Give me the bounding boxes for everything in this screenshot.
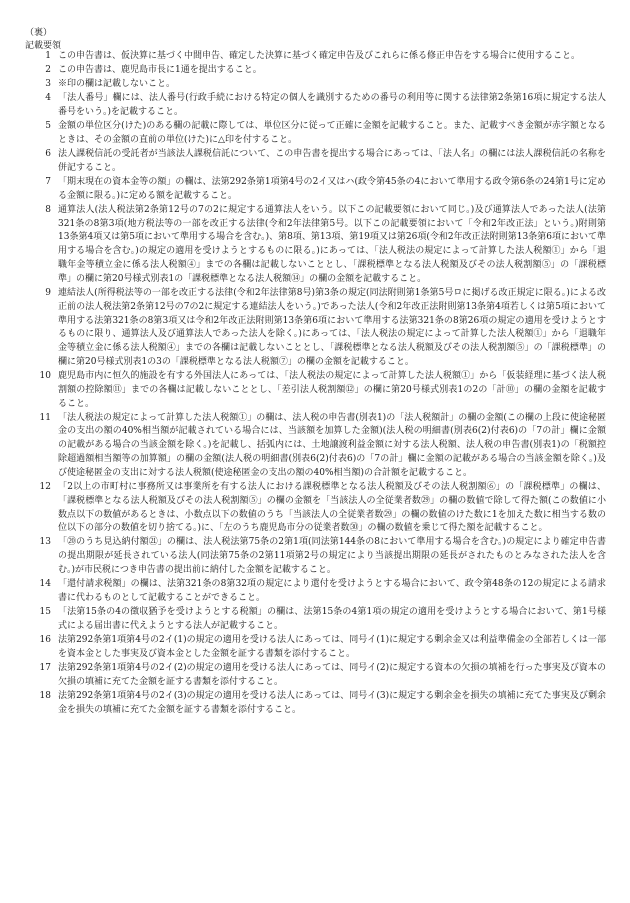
item-text: 金額の単位区分(けた)のある欄の記載に際しては、単位区分に従って正確に金額を記載すること。また、記載すべき金額が赤字額となるときは、その金額の直前の単位(けた)に△印を付すること。	[58, 121, 606, 145]
item-text: 連結法人(所得税法等の一部を改正する法律(令和2年法律第8号)第3条の規定(同法附則第1条第5号ロに掲げる改正規定に限る。)による改正前の法人税法第2条第12号の7の2に規定する連結法人をいう。)であった法人(令和2年改正法附則第13条第4項若しくは第5項において準用する法第321条の8第3項又は令和2年改正法附則第13条第6項において準用する法第321条の8第26項の規定の適用を受けようとするものに限り、通算法人及び通算法人であった法人を除く。)にあっては、「法人税法の規定によって計算した法人税額①」から「退職年金等積立金に係る法人税額④」までの各欄は記載しないこととし、「課税標準となる法人税額及びその法人税割額⑤」の「課税標準」の欄に第20号様式別表1の3の「課税標準となる法人税額⑦」の欄の金額を記載すること。	[58, 287, 606, 367]
instruction-item	[34, 64, 608, 78]
item-number: 1	[45, 51, 51, 61]
item-text: 「法人番号」欄には、法人番号(行政手続における特定の個人を識別するための番号の利用等に関する法律第2条第16項に規定する法人番号をいう。)を記載すること。	[58, 93, 606, 118]
item-number: 7	[45, 176, 51, 187]
item-number: 16	[39, 634, 51, 645]
item-number: 11	[39, 412, 51, 423]
item-number: 9	[45, 287, 51, 298]
item-text: 「期末現在の資本金等の額」の欄は、法第292条第1項第4号の2イ又はハ(政令第45条の4において準用する政令第6条の24第1号に定める金額に限る。)に定める額を記載すること。	[58, 176, 606, 201]
instruction-item	[34, 481, 608, 536]
item-text: この申告書は、鹿児島市長に1通を提出すること。	[58, 65, 262, 76]
instruction-item	[34, 662, 608, 690]
item-text: 「法第15条の4の徴収猶予を受けようとする税額」の欄は、法第15条の4第1項の規定の適用を受けようとする場合において、第1号様式による届出書に代えようとする法人が記載すること。	[58, 607, 606, 631]
item-text: 法第292条第1項第4号の2イ(2)の規定の適用を受ける法人にあっては、同号イ(2)に規定する資本の欠損の填補を行った事実及び資本の欠損の填補に充てた金額を証する書類を添付すること。	[58, 662, 606, 687]
instruction-item	[34, 536, 608, 577]
instruction-item	[34, 92, 608, 120]
instruction-item	[34, 690, 608, 718]
item-text: 通算法人(法人税法第2条第12号の7の2に規定する通算法人をいう。以下この記載要領において同じ。)及び通算法人であった法人(法第321条の8第3項(地方税法等の一部を改正する法律(令和2年法律第5号。以下この記載要領において「令和2年改正法」という。)附則第13条第4項又は第5項において準用する場合を含む。)、第8項、第13項、第19項又は第26項(令和2年改正法附則第13条第6項において準用する場合を含む。)の規定の適用を受けようとするものに限る。)にあっては、「法人税法の規定によって計算した法人税額①」から「退職年金等積立金に係る法人税額④」までの各欄は記載しないこととし、「課税標準となる法人税額及びその法人税割額⑤」の「課税標準」の欄に第20号様式別表1の「課税標準となる法人税額⑭」の欄の金額を記載すること。	[58, 204, 606, 284]
item-text: 「2以上の市町村に事務所又は事業所を有する法人における課税標準となる法人税額及びその法人税割額⑥」の「課税標準」の欄は、「課税標準となる法人税額及びその法人税割額⑤」の欄の金額を「当該法人の全従業者数㉙」の欄の数値で除して得た額(この数値に小数点以下の数値があるときは、小数点以下の数値のうち「当該法人の全従業者数㉙」の欄の数値のけた数に1を加えた数に相当する数の位以下の部分の数値を切り捨てる。)に、「左のうち鹿児島市分の従業者数㉚」の欄の数値を乗じて得た額を記載すること。	[58, 481, 606, 534]
item-text: この申告書は、仮決算に基づく中間申告、確定した決算に基づく確定申告及びこれらに係る修正申告をする場合に使用すること。	[58, 51, 581, 61]
instruction-item	[34, 176, 608, 204]
page-heading: 記載要領	[25, 41, 62, 51]
item-text: 「⑳のうち見込納付額㉑」の欄は、法人税法第75条の2第1項(同法第144条の8において準用する場合を含む。)の規定により確定申告書の提出期限が延長されている法人(同法第75条の2第11項第2号の規定により当該提出期限の延長がされたものとみなされた法人を含む。)が市民税につき申告書の提出前に納付した金額を記載すること。	[58, 537, 606, 576]
item-number: 13	[39, 537, 51, 548]
item-text: 鹿児島市内に恒久的施設を有する外国法人にあっては、「法人税法の規定によって計算した法人税額①」から「仮装経理に基づく法人税割額の控除額⑪」までの各欄は記載しないこととし、「差引法人税割額⑫」の欄に第20号様式別表1の2の「計⑩」の欄の金額を記載すること。	[58, 371, 606, 409]
instruction-item	[34, 50, 608, 64]
item-number: 15	[39, 607, 51, 618]
instruction-item	[34, 287, 608, 370]
page-side-label: （裏）	[25, 28, 53, 38]
item-text: 「還付請求税額」の欄は、法第321条の8第32項の規定により還付を受けようとする場合において、政令第48条の12の規定による請求書に代わるものとして記載することができること。	[58, 579, 606, 603]
item-number: 2	[45, 65, 51, 76]
item-number: 12	[39, 481, 51, 492]
item-number: 18	[39, 690, 51, 701]
item-text: 法第292条第1項第4号の2イ(1)の規定の適用を受ける法人にあっては、同号イ(1)に規定する剰余金又は利益準備金の全部若しくは一部を資本金とした事実及び資本金とした金額を証する書類を添付すること。	[58, 634, 606, 659]
item-number: 3	[45, 79, 51, 90]
item-number: 17	[39, 662, 51, 673]
item-number: 10	[39, 371, 51, 381]
instructions-list	[34, 50, 608, 718]
instruction-item	[34, 370, 608, 411]
instruction-item	[34, 578, 608, 606]
item-text: 法人課税信託の受託者が当該法人課税信託について、この申告書を提出する場合にあっては、「法人名」の欄には法人課税信託の名称を併記すること。	[58, 149, 606, 173]
item-number: 8	[45, 204, 51, 215]
item-text: 「法人税法の規定によって計算した法人税額①」の欄は、法人税の申告書(別表1)の「法人税額計」の欄の金額(この欄の上段に使途秘匿金の支出の額の40%相当額が記載されている場合には、当該額を加算した金額)(法人税の明細書(別表6(2)付表6)の「7の計」欄に金額の記載がある場合の当該金額を除く。)を記載し、括弧内には、土地譲渡利益金額に対する法人税額、法人税の申告書(別表1)の「税額控除超過額相当額等の加算額」の欄の金額(法人税の明細書(別表6(2)付表6)の「7の計」欄に金額の記載がある場合の当該金額を除く。)及び使途秘匿金の支出に対する法人税額(使途秘匿金の支出の額の40%相当額)の合計額を記載すること。	[58, 412, 606, 478]
item-number: 5	[45, 121, 51, 132]
item-number: 14	[39, 579, 51, 590]
instruction-item	[34, 120, 608, 148]
item-number: 6	[45, 149, 51, 160]
item-text: ※印の欄は記載しないこと。	[58, 79, 176, 90]
instruction-item	[34, 634, 608, 662]
instruction-item	[34, 204, 608, 287]
instruction-item	[34, 412, 608, 481]
instruction-item	[34, 78, 608, 92]
item-number: 4	[45, 93, 51, 104]
instruction-item	[34, 606, 608, 634]
instruction-item	[34, 148, 608, 176]
item-text: 法第292条第1項第4号の2イ(3)の規定の適用を受ける法人にあっては、同号イ(3)に規定する剰余金を損失の填補に充てた事実及び剰余金を損失の填補に充てた金額を証する書類を添付すること。	[58, 690, 606, 715]
